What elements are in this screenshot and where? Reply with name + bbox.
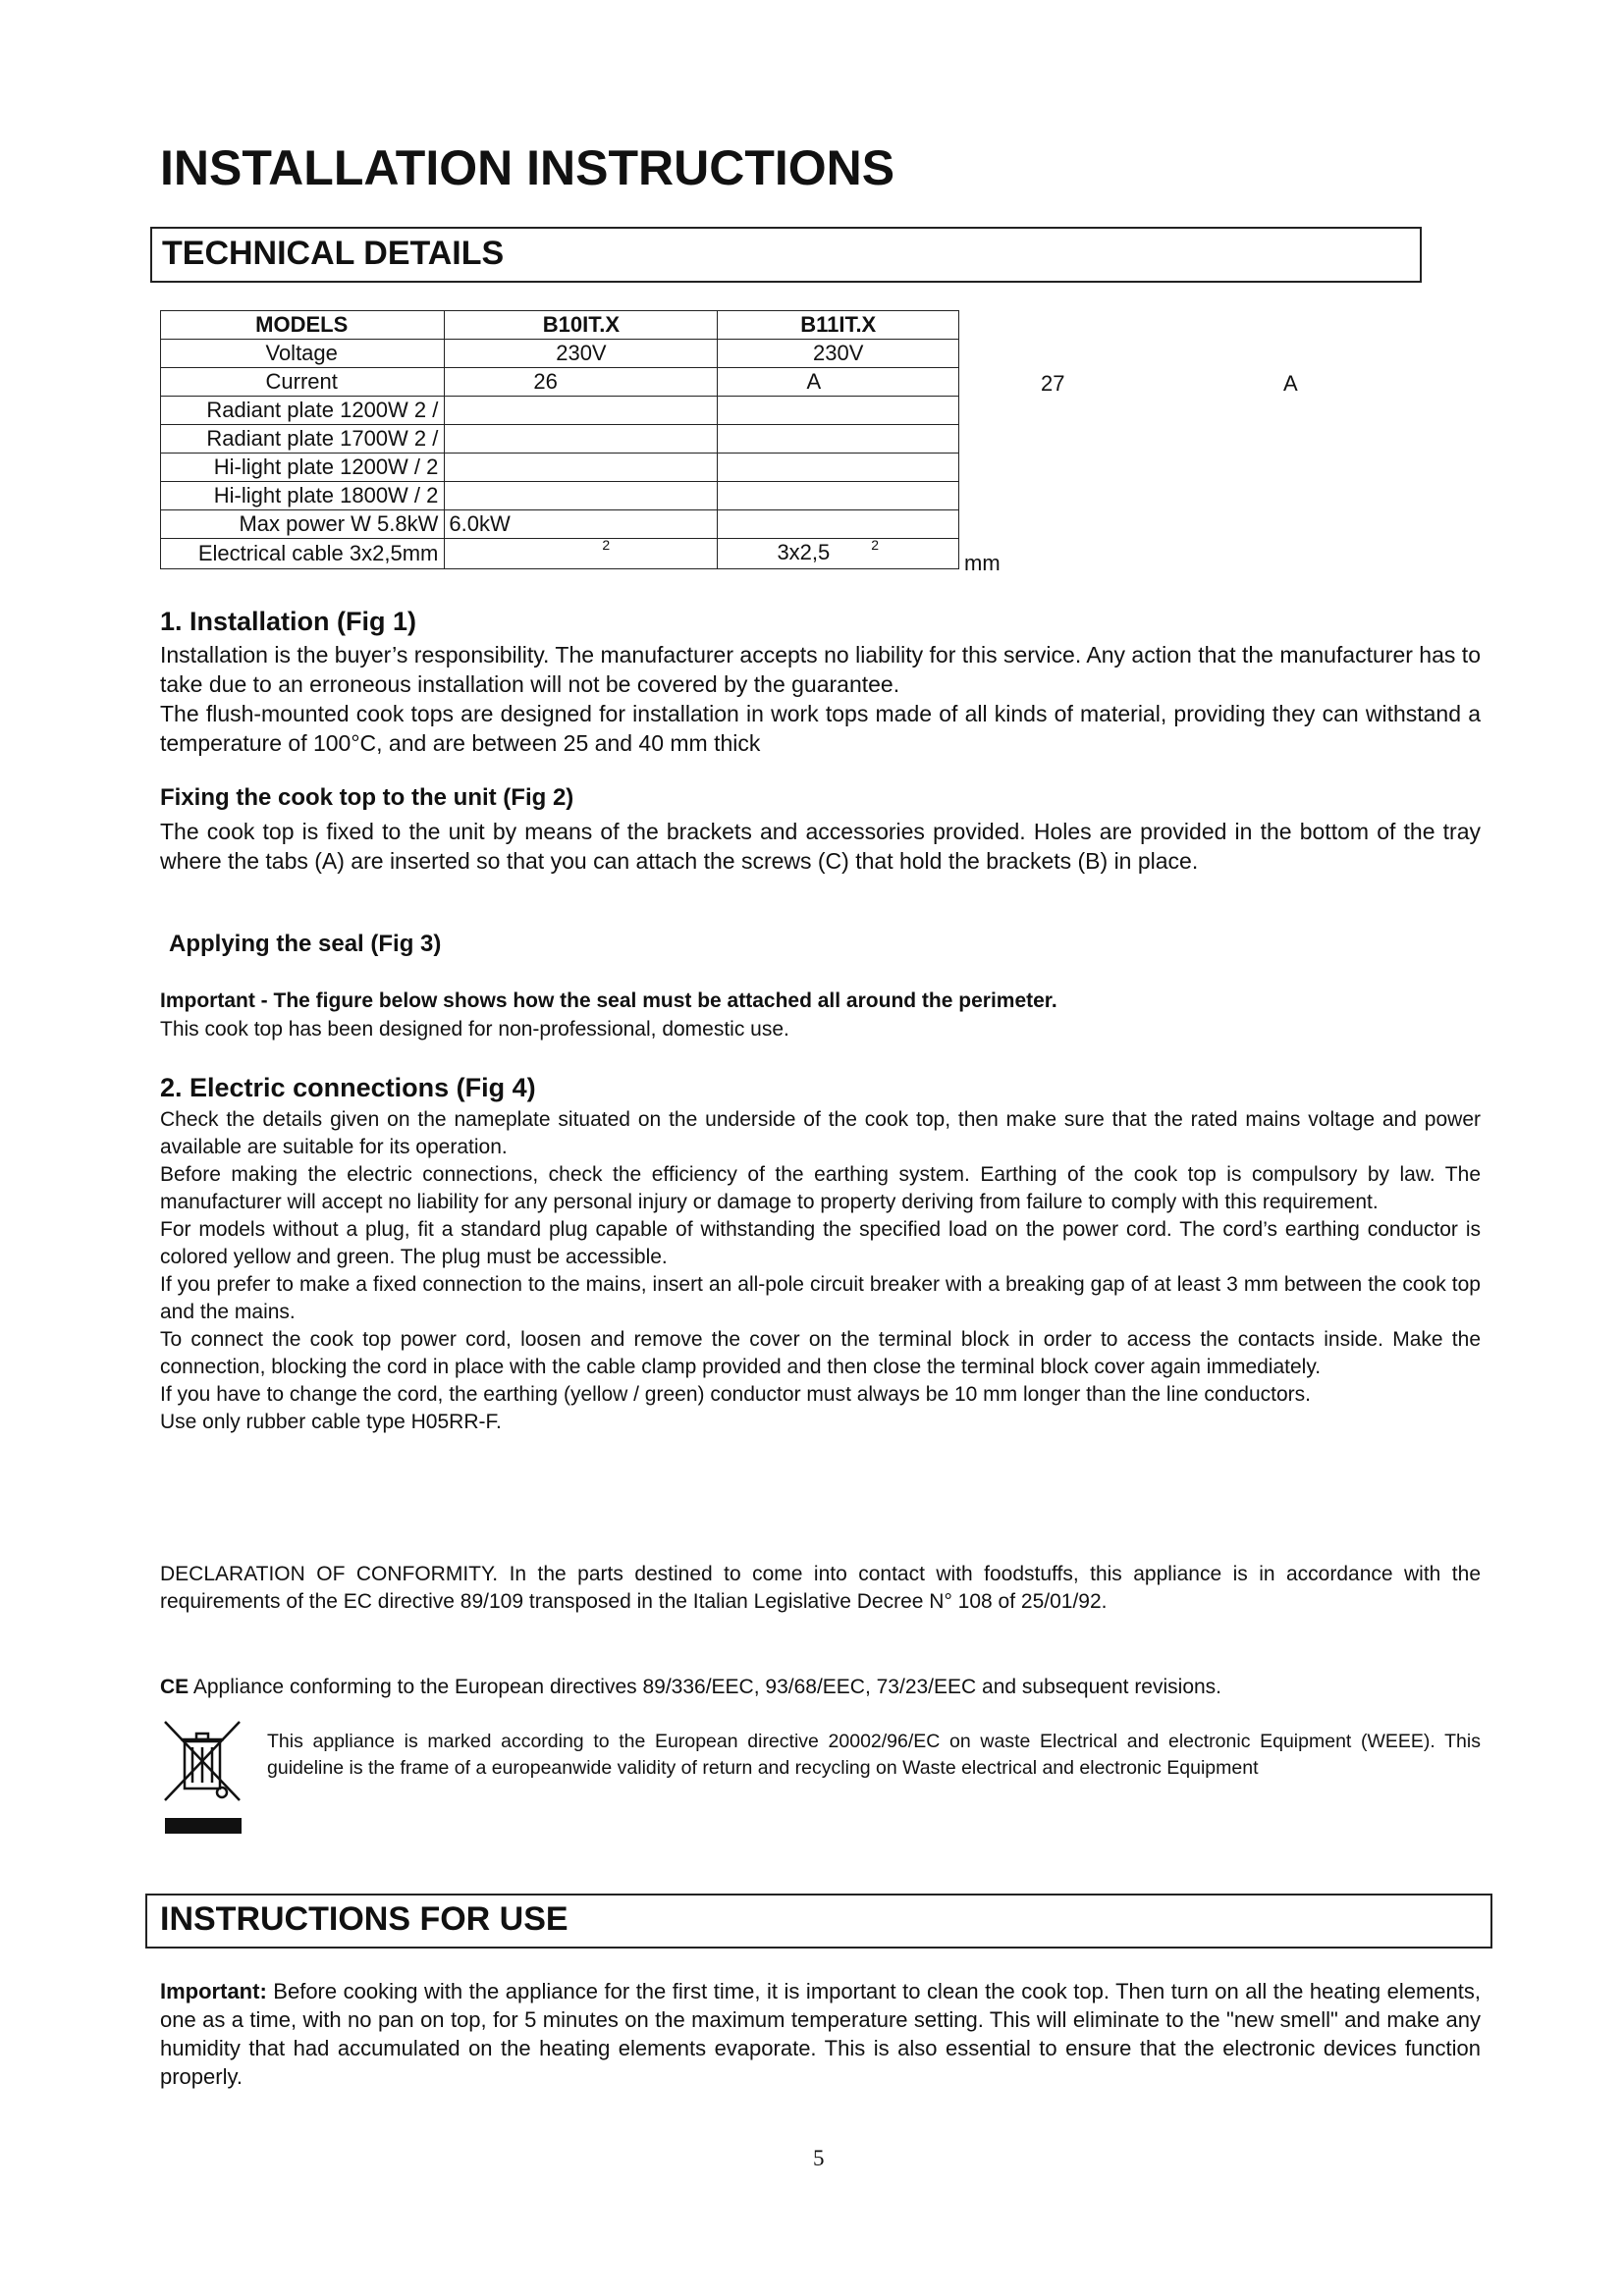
seal-important: Important - The figure below shows how the seal must be attached all around the perimeter.: [160, 989, 1057, 1012]
table-cell: 230V: [718, 340, 959, 368]
table-cell: Radiant plate 1200W 2 /: [161, 397, 445, 425]
table-header-cell: B10IT.X: [445, 311, 718, 340]
electric-body: [160, 1106, 1481, 1436]
installation-heading: 1. Installation (Fig 1): [160, 607, 417, 636]
instructions-for-use-title: INSTRUCTIONS FOR USE: [160, 1900, 568, 1938]
table-cell: Voltage: [161, 340, 445, 368]
cable-unit-2: mm: [964, 551, 1001, 575]
table-row: [161, 482, 959, 510]
superscript: 2: [871, 537, 880, 553]
table-cell: [718, 510, 959, 539]
table-header-cell: B11IT.X: [718, 311, 959, 340]
table-row: [161, 340, 959, 368]
seal-paragraph: This cook top has been designed for non-professional, domestic use.: [160, 1018, 789, 1041]
electric-heading: 2. Electric connections (Fig 4): [160, 1073, 536, 1102]
table-row: [161, 397, 959, 425]
technical-details-title: TECHNICAL DETAILS: [162, 235, 505, 272]
declaration-paragraph: DECLARATION OF CONFORMITY. In the parts destined to come into contact with foodstuffs, this appliance is in accordance with the requirements of the EC directive 89/109 transposed in the Italian Legislative Decree N° 108 of 25/01/92.: [160, 1563, 1481, 1613]
table-cell: Hi-light plate 1800W / 2: [161, 482, 445, 510]
installation-paragraph: Installation is the buyer’s responsibility. The manufacturer accepts no liability for this service. Any action that the manufacturer has to take due to an erroneous installation will not be covered by the guarantee.: [160, 642, 1481, 697]
table-row: [161, 425, 959, 454]
table-row: [161, 454, 959, 482]
installation-paragraph: The flush-mounted cook tops are designed for installation in work tops made of all kinds of material, providing they can withstand a temperature of 100°C, and are between 25 and 40 mm thick: [160, 701, 1481, 756]
table-cell: Current: [161, 368, 445, 397]
superscript: 2: [602, 537, 611, 553]
electric-paragraph: To connect the cook top power cord, loosen and remove the cover on the terminal block in order to access the contacts inside. Make the connection, blocking the cord in place with the cable clamp provided and then close the terminal block cover again immediately.: [160, 1328, 1481, 1378]
seal-heading: Applying the seal (Fig 3): [169, 931, 442, 957]
table-header-row: [161, 311, 959, 340]
table-header-cell: MODELS: [161, 311, 445, 340]
table-cell: [445, 425, 718, 454]
weee-paragraph: This appliance is marked according to the European directive 20002/96/EC on waste Electrical and electronic Equipment (WEEE). This guideline is the frame of a europeanwide validity of return and recycling on Waste electrical and electronic Equipment: [267, 1731, 1481, 1779]
current-value-2: 27: [1041, 371, 1065, 396]
technical-details-header: [150, 227, 1422, 283]
ce-text: Appliance conforming to the European directives 89/336/EEC, 93/68/EEC, 73/23/EEC and subsequent revisions.: [192, 1676, 1222, 1698]
table-cell: [718, 397, 959, 425]
table-cell: [445, 539, 718, 569]
electric-paragraph: Before making the electric connections, check the efficiency of the earthing system. Earthing of the cook top is compulsory by law. The manufacturer will accept no liability for any personal injury or damage to property deriving from failure to comply with this requirement.: [160, 1163, 1481, 1213]
instructions-for-use-header: [145, 1894, 1492, 1949]
table-cell: 230V: [445, 340, 718, 368]
important-label: Important:: [160, 1979, 267, 2003]
ce-mark: CE: [160, 1676, 189, 1698]
table-row: [161, 510, 959, 539]
electric-paragraph: If you prefer to make a fixed connection to the mains, insert an all-pole circuit breaker with a breaking gap of at least 3 mm between the cook top and the mains.: [160, 1273, 1481, 1323]
fixing-paragraph: The cook top is fixed to the unit by means of the brackets and accessories provided. Holes are provided in the bottom of the tray where the tabs (A) are inserted so that you can attach the screws (C) that hold the brackets (B) in place.: [160, 819, 1481, 874]
electric-paragraph: If you have to change the cord, the earthing (yellow / green) conductor must always be 10 mm longer than the line conductors.: [160, 1383, 1311, 1406]
electric-paragraph: Use only rubber cable type H05RR-F.: [160, 1411, 502, 1433]
cable-value: 3x2,5: [777, 540, 831, 564]
table-cell: [445, 454, 718, 482]
table-cell: [718, 454, 959, 482]
table-cell: [718, 539, 959, 569]
electric-paragraph: For models without a plug, fit a standard plug capable of withstanding the specified load on the power cord. The cord’s earthing conductor is colored yellow and green. The plug must be accessible.: [160, 1218, 1481, 1268]
table-cell: Radiant plate 1700W 2 /: [161, 425, 445, 454]
table-cell: [718, 482, 959, 510]
table-cell: Electrical cable 3x2,5mm: [161, 539, 445, 569]
instructions-text: Before cooking with the appliance for the first time, it is important to clean the cook top. Then turn on all the heating elements, one as a time, with no pan on top, for 5 minutes on the maximum temperature setting. This will eliminate to the "new smell" and make any humidity that had accumulated on the heating elements evaporate. This is also essential to ensure that the electronic devices function properly.: [160, 1979, 1481, 2089]
fixing-heading: Fixing the cook top to the unit (Fig 2): [160, 784, 574, 811]
table-cell: [718, 425, 959, 454]
table-cell: Hi-light plate 1200W / 2: [161, 454, 445, 482]
electric-paragraph: Check the details given on the nameplate situated on the underside of the cook top, then make sure that the rated mains voltage and power available are suitable for its operation.: [160, 1108, 1481, 1158]
table-row: [161, 368, 959, 397]
crossed-bin-icon: [161, 1716, 244, 1839]
ce-paragraph: [160, 1674, 1481, 1701]
current-unit-2: A: [1283, 371, 1298, 396]
technical-table: [160, 310, 959, 569]
table-cell: [445, 397, 718, 425]
table-cell: 26: [445, 368, 718, 397]
table-cell: [445, 482, 718, 510]
page-title: INSTALLATION INSTRUCTIONS: [160, 140, 895, 195]
table-cell: 6.0kW: [445, 510, 718, 539]
instructions-paragraph: [160, 1977, 1481, 2091]
table-row: [161, 539, 959, 569]
table-cell: Max power W 5.8kW: [161, 510, 445, 539]
table-cell: A: [718, 368, 959, 397]
page-number: 5: [813, 2146, 825, 2170]
